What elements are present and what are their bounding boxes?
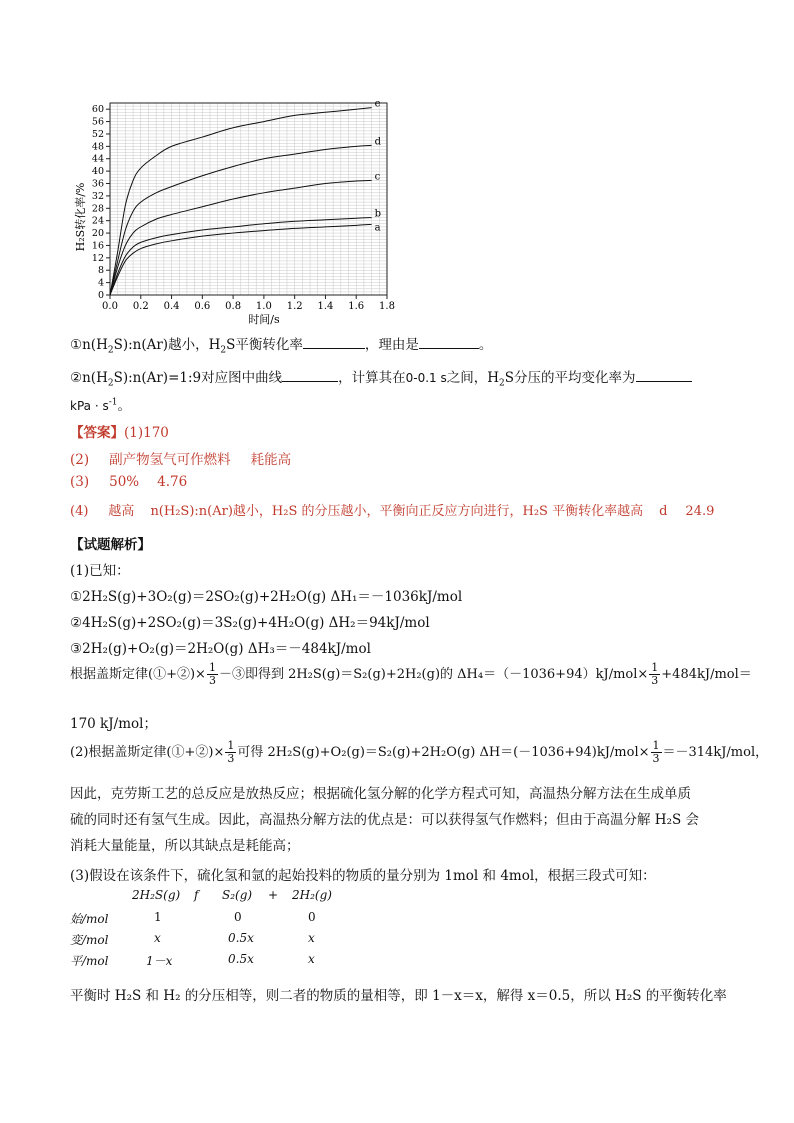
fraction: $\frac{1}{3}$ [227, 739, 235, 765]
equation-2: ②4H₂S(g)+2SO₂(g)＝3S₂(g)+4H₂O(g) ΔH₂＝94kJ/mol [70, 615, 430, 631]
part-2-text: 消耗大量能量，所以其缺点是耗能高； [70, 838, 300, 854]
y-tick-label: 4 [97, 277, 104, 289]
part-2-line: (2)根据盖斯定律(①+②)× $\frac{1}{3}$ 可得 2H₂S(g)+O₂(g)＝S₂(g)+2H₂O(g) ΔH＝(－1036+94)kJ/mol× $\frac{1}{3}$ ＝－314kJ/mol， [70, 739, 769, 765]
x-tick-label: 1.0 [255, 301, 272, 312]
y-tick-label: 56 [91, 116, 104, 128]
y-tick-label: 48 [91, 141, 104, 153]
question-2: $②n(H_2S):n(Ar)=1:9$对应图中曲线 ，计算其在0-0.1 s之间，$H_2S$分压的平均变化率为 [70, 366, 692, 389]
y-tick-label: 36 [91, 178, 104, 190]
equation-3: ③2H₂(g)+O₂(g)＝2H₂O(g) ΔH₃＝－484kJ/mol [70, 641, 371, 657]
analysis-line: (1)已知： [70, 563, 130, 579]
y-axis-label: H₂S转化率/% [74, 182, 87, 252]
part-2-text: 因此，克劳斯工艺的总反应是放热反应；根据硫化氢分解的化学方程式可知，高温热分解方法在生成单质 [70, 786, 691, 802]
x-tick-label: 1.4 [317, 301, 334, 312]
answer-blank[interactable] [636, 381, 692, 382]
y-tick-label: 12 [91, 252, 104, 264]
series-label-d: d [374, 136, 382, 148]
x-tick-label: 0.8 [225, 301, 242, 312]
answer-line-2: (2) 副产物氢气可作燃料 耗能高 [70, 452, 292, 468]
answer-line-3: (3) 50% 4.76 [70, 474, 188, 490]
fraction: $\frac{1}{3}$ [652, 739, 660, 765]
y-tick-label: 60 [91, 104, 104, 116]
part-3-conclusion: 平衡时 H₂S 和 H₂ 的分压相等，则二者的物质的量相等，即 1－x＝x，解得 x＝0.5，所以 H₂S 的平衡转化率 [70, 988, 727, 1004]
y-tick-label: 20 [91, 228, 104, 240]
answer-line-1: 【答案】(1)170 [70, 425, 169, 441]
y-tick-label: 16 [91, 240, 104, 252]
answer-blank[interactable] [419, 348, 479, 349]
answer-line-4: (4) 越高 n(H₂S):n(Ar)越小，H₂S 的分压越小，平衡向正反应方向进行，H₂S 平衡转化率越高 d 24.9 [70, 504, 715, 519]
series-label-b: b [374, 208, 382, 220]
fraction: $\frac{1}{3}$ [208, 661, 216, 687]
x-tick-label: 1.6 [348, 301, 365, 312]
question-2-unit: kPa · $s^{-1}$。 [70, 397, 131, 414]
analysis-title: 【试题解析】 [70, 537, 151, 553]
answer-blank[interactable] [282, 381, 338, 382]
fraction: $\frac{1}{3}$ [651, 661, 659, 687]
chart-grid [110, 103, 387, 295]
equation-1: ①2H₂S(g)+3O₂(g)＝2SO₂(g)+2H₂O(g) ΔH₁＝－1036kJ/mol [70, 589, 463, 605]
y-tick-label: 28 [91, 203, 104, 215]
series-label-e: e [374, 98, 381, 110]
y-tick-label: 52 [91, 128, 104, 140]
hess-result: 170 kJ/mol； [70, 716, 157, 732]
x-tick-label: 0.2 [132, 301, 149, 312]
y-tick-label: 24 [91, 215, 104, 227]
x-axis-label: 时间/s [248, 313, 280, 326]
y-tick-label: 44 [91, 153, 104, 165]
answer-blank[interactable] [303, 348, 365, 349]
series-label-a: a [374, 222, 381, 234]
part-3-text: (3)假设在该条件下，硫化氢和氩的起始投料的物质的量分别为 1mol 和 4mol，根据三段式可知： [70, 868, 656, 884]
x-tick-label: 0.4 [163, 301, 180, 312]
x-tick-label: 1.8 [379, 301, 395, 312]
y-tick-label: 32 [91, 190, 104, 202]
hess-line: 根据盖斯定律(①+②)× $\frac{1}{3}$ －③即得到 2H₂S(g)＝S₂(g)+2H₂(g)的 ΔH₄＝（－1036+94）kJ/mol× $\frac{1}{3}$ +484kJ/mol＝ [70, 661, 752, 687]
equilibrium-table: 2H₂S(g) f S₂(g) + 2H₂(g) 始/mol 1 0 0 变/mol x 0.5x x 平/mol 1－x 0.5x x [70, 888, 332, 968]
part-2-text: 硫的同时还有氢气生成。因此，高温热分解方法的优点是：可以获得氢气作燃料；但由于高温分解 H₂S 会 [70, 812, 700, 828]
y-tick-label: 0 [97, 290, 104, 301]
conversion-chart [70, 95, 410, 330]
y-tick-label: 8 [97, 265, 104, 277]
question-1: $①n(H_2S):n(Ar)$越小，$H_2S$平衡转化率 ，理由是 。 [70, 337, 493, 356]
y-tick-label: 40 [91, 166, 104, 178]
x-tick-label: 1.2 [286, 301, 303, 312]
x-tick-label: 0.6 [194, 301, 211, 312]
x-tick-label: 0.0 [102, 301, 118, 312]
series-label-c: c [374, 171, 381, 183]
